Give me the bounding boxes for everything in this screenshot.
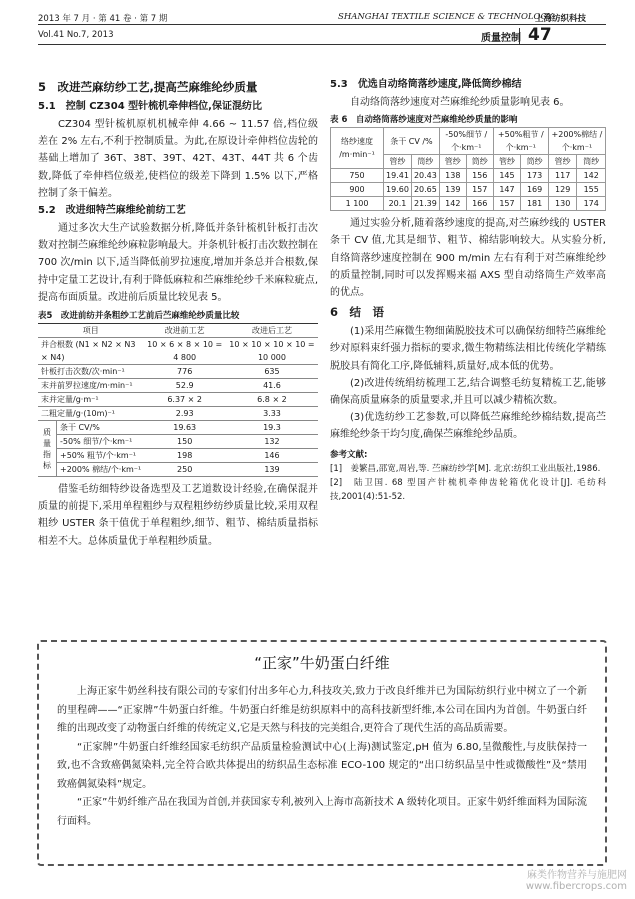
table-cell: 130: [548, 197, 577, 211]
left-column: [38, 76, 318, 550]
table-cell: 776: [143, 365, 226, 379]
table-cell: 针板打击次数/次·min⁻¹: [38, 365, 143, 379]
table-row: [331, 183, 606, 197]
table-cell: 20.65: [411, 183, 439, 197]
table-cell: 19.3: [226, 421, 318, 435]
table-cell: 169: [521, 183, 549, 197]
table-cell: 156: [466, 169, 493, 183]
table-cell: 132: [226, 435, 318, 449]
table-cell: -50% 细节/个·km⁻¹: [57, 435, 144, 449]
header-rule-bottom: [38, 44, 606, 45]
table-cell: 21.39: [411, 197, 439, 211]
table-cell: 117: [548, 169, 577, 183]
conclusion-2: (2)改进传统绢纺梳理工艺,结合调整毛纺复精梳工艺,能够确保高质量麻条的质量要求,并且可以减少精梳次数。: [330, 377, 606, 407]
table-cell: 19.60: [384, 183, 412, 197]
table-6-header-cell: +50%粗节 /个·km⁻¹: [493, 128, 548, 155]
table-cell: 174: [577, 197, 606, 211]
table-cell: 900: [331, 183, 384, 197]
table-cell: 10 × 10 × 10 × 10 = 10 000: [226, 338, 318, 365]
table-cell: 二粗定量/g·(10m)⁻¹: [38, 407, 143, 421]
table-cell: 635: [226, 365, 318, 379]
table-cell: 138: [439, 169, 466, 183]
table-row: [38, 463, 318, 477]
table-cell: 173: [521, 169, 549, 183]
table-cell: +50% 粗节/个·km⁻¹: [57, 449, 144, 463]
table-cell: 19.63: [143, 421, 226, 435]
paragraph-after-table-6: 通过实验分析,随着落纱速度的提高,对苎麻纱线的 USTER 条干 CV 值,尤其是细节、粗节、棉结影响较大。从实验分析,自络筒落纱速度控制在 900 m/min 左右有利于对苎麻维纶纱的质量控制,同时可以发挥赐来福 AXS 型自动络筒生产效率高的优点。: [330, 218, 606, 299]
reference-1: [1] 姜繁昌,邵宽,周岩,等. 苎麻纺纱学[M]. 北京:纺织工业出版社,1986.: [330, 463, 601, 474]
table-cell: 52.9: [143, 379, 226, 393]
column-name: 质量控制: [481, 33, 521, 44]
table-6-header-cell: +200%棉结 /个·km⁻¹: [548, 128, 605, 155]
table-6-header-cell: 络纱速度 /m·min⁻¹: [331, 128, 384, 169]
table-cell: 157: [493, 197, 521, 211]
table-5-header-cell: 改进后工艺: [226, 324, 318, 338]
table-cell: 150: [143, 435, 226, 449]
table-cell: 6.37 × 2: [143, 393, 226, 407]
table-cell: 181: [521, 197, 549, 211]
section-5-title: 5 改进苎麻纺纱工艺,提高苎麻维纶纱质量: [38, 80, 258, 94]
table-cell: 198: [143, 449, 226, 463]
table-row: [38, 435, 318, 449]
table-cell: 146: [226, 449, 318, 463]
table-6-subheader-cell: 筒纱: [466, 155, 493, 169]
table-row: [38, 421, 318, 435]
table-cell: 157: [466, 183, 493, 197]
table-cell: 6.8 × 2: [226, 393, 318, 407]
section-5-1-title: 5.1 控制 CZ304 型针梳机牵伸档位,保证混纺比: [38, 101, 262, 112]
watermark-text: 麻类作物营养与施肥网: [527, 870, 627, 881]
table-row: [38, 365, 318, 379]
advertisement-box: [37, 640, 607, 866]
table-5-header-cell: 项目: [38, 324, 143, 338]
table-cell: 145: [493, 169, 521, 183]
table-6: [330, 127, 606, 211]
table-6-header-cell: 条干 CV /%: [384, 128, 440, 155]
table-6-header-cell: -50%细节 /个·km⁻¹: [439, 128, 493, 155]
conclusion-3: (3)优选纺纱工艺参数,可以降低苎麻维纶纱棉结数,提高苎麻维纶纱条干均匀度,确保苎麻维纶纱品质。: [330, 412, 606, 441]
table-cell: 20.1: [384, 197, 412, 211]
header-rule: [38, 24, 606, 25]
table-6-subheader-cell: 筒纱: [577, 155, 606, 169]
section-5-3-text: 自动络筒落纱速度对苎麻维纶纱质量影响见表 6。: [350, 97, 570, 108]
issue-info: 2013 年 7 月 · 第 41 卷 · 第 7 期: [38, 14, 168, 24]
section-5-2-text: 通过多次大生产试验数据分析,降低并条针梳机针板打击次数对控制苎麻维纶纱麻粒影响最大。并条机针板打击次数控制在 700 次/min 以下,适当降低前罗拉速度,增加并条总并合根数,保持中定量工艺设计,有利于降低麻粒和苎麻维纶纱千米麻粒疵点,提高布面质量。改进前后质量比较见表 5。: [38, 223, 318, 303]
table-cell: 3.33: [226, 407, 318, 421]
table-cell: 139: [439, 183, 466, 197]
table-5-header-cell: 改进前工艺: [143, 324, 226, 338]
table-row: [38, 338, 318, 365]
conclusion-1: (1)采用苎麻微生物细菌脱胶技术可以确保纺细特苎麻维纶纱对原料束纤强力指标的要求,微生物精练法相比传统化学精练脱胶具有简化工序,降低辅料,质量好,成本低的优势。: [330, 326, 606, 372]
advertisement-paragraph: “正家牌”牛奶蛋白纤维经国家毛纺织产品质量检验测试中心(上海)测试鉴定,pH 值为 6.80,呈微酸性,与皮肤保持一致,也不含致癌偶氮染料,完全符合欧共体提出的纺织品生态标准 ECO-100 规定的“出口纺织品呈中性或微酸性”及“禁用致癌偶氮染料”规定。: [57, 741, 587, 790]
section-6-title: 6 结 语: [330, 305, 385, 320]
references-title: 参考文献:: [330, 449, 368, 460]
reference-2: [2] 陆卫国. 68 型国产针梳机牵伸齿轮箱优化设计[J]. 毛纺科技,2001(4):51-52.: [330, 477, 606, 502]
table-row: [331, 197, 606, 211]
table-cell: 条干 CV/%: [57, 421, 144, 435]
table-5-caption: 表5 改进前纺并条粗纱工艺前后苎麻维纶纱质量比较: [38, 311, 240, 322]
table-cell: 147: [493, 183, 521, 197]
advertisement-paragraph: “正家”牛奶纤维产品在我国为首创,并获国家专利,被列入上海市高新技术 A 级转化项目。正家牛奶纤维面料为国际流行面料。: [57, 797, 587, 827]
section-5-2-title: 5.2 改进细特苎麻维纶前纺工艺: [38, 205, 186, 217]
journal-name-en: SHANGHAI TEXTILE SCIENCE & TECHNOLOGY: [338, 12, 553, 22]
table-cell: 10 × 6 × 8 × 10 = 4 800: [143, 338, 226, 365]
table-cell: 41.6: [226, 379, 318, 393]
table-row: [38, 393, 318, 407]
table-cell: 20.43: [411, 169, 439, 183]
advertisement-paragraph: 上海正家牛奶丝科技有限公司的专家们付出多年心力,科技攻关,致力于改良纤维并已为国际纺织行业中树立了一个新的里程碑——“正家牌”牛奶蛋白纤维。牛奶蛋白纤维是纺织原料中的高科技新型纤维,本公司在国内为首创。牛奶蛋白纤维的出现改变了动物蛋白纤维的传统定义,它是天然与科技的完美组合,更符合了现代生活的高品质需要。: [57, 686, 587, 734]
table-6-subheader-cell: 管纱: [439, 155, 466, 169]
watermark-url: www.fibercrops.com: [525, 881, 627, 892]
right-column: [330, 76, 606, 504]
table-row: [38, 379, 318, 393]
issue-info-en: Vol.41 No.7, 2013: [38, 30, 114, 40]
table-cell: 129: [548, 183, 577, 197]
table-6-subheader-cell: 筒纱: [411, 155, 439, 169]
table-cell: 750: [331, 169, 384, 183]
table-6-subheader-cell: 筒纱: [521, 155, 549, 169]
table-6-subheader-cell: 管纱: [493, 155, 521, 169]
table-cell: 并合根数 (N1 × N2 × N3 × N4): [38, 338, 143, 365]
table-cell: 139: [226, 463, 318, 477]
section-5-1-text: CZ304 型针梳机原机机械牵伸 4.66 ~ 11.57 倍,档位级差在 2% 左右,不利于控制质量。为此,在原设计牵伸档位齿轮的基础上增加了 36T、38T、39T、42T、43T、44T 共 6 个齿数,降低了牵伸档位级差,使档位的级差下降到 1.5% 以下,严格控制了条干偏差。: [38, 119, 318, 199]
table-row: [38, 449, 318, 463]
table-cell: 2.93: [143, 407, 226, 421]
table-group-label: 质量指标: [38, 421, 57, 477]
table-cell: 166: [466, 197, 493, 211]
section-5-3-title: 5.3 优选自动络筒落纱速度,降低筒纱棉结: [330, 79, 522, 90]
paragraph-after-table-5: 借鉴毛纺细特纱设备选型及工艺道数设计经验,在确保混并质量的前提下,采用单程粗纱与双程粗纱纺纱质量比较,采用双程粗纱 USTER 条干值优于单程粗纱,细节、粗节、棉结质量指标相差不大。总体质量优于单程粗纱质量。: [38, 484, 318, 547]
table-cell: 250: [143, 463, 226, 477]
journal-name-cn: 上海纺织科技: [535, 14, 587, 24]
table-row: [38, 407, 318, 421]
table-cell: 末并前罗拉速度/m·min⁻¹: [38, 379, 143, 393]
table-cell: 142: [439, 197, 466, 211]
table-cell: 1 100: [331, 197, 384, 211]
table-5: [38, 323, 318, 477]
table-6-caption: 表 6 自动络筒落纱速度对苎麻维纶纱质量的影响: [330, 115, 518, 126]
table-row: [331, 169, 606, 183]
table-cell: +200% 棉结/个·km⁻¹: [57, 463, 144, 477]
table-6-subheader-cell: 管纱: [548, 155, 577, 169]
table-6-subheader-cell: 管纱: [384, 155, 412, 169]
table-cell: 142: [577, 169, 606, 183]
advertisement-title: “正家”牛奶蛋白纤维: [254, 654, 390, 672]
table-cell: 19.41: [384, 169, 412, 183]
table-cell: 155: [577, 183, 606, 197]
table-cell: 末并定量/g·m⁻¹: [38, 393, 143, 407]
page-number: 47: [528, 25, 552, 45]
